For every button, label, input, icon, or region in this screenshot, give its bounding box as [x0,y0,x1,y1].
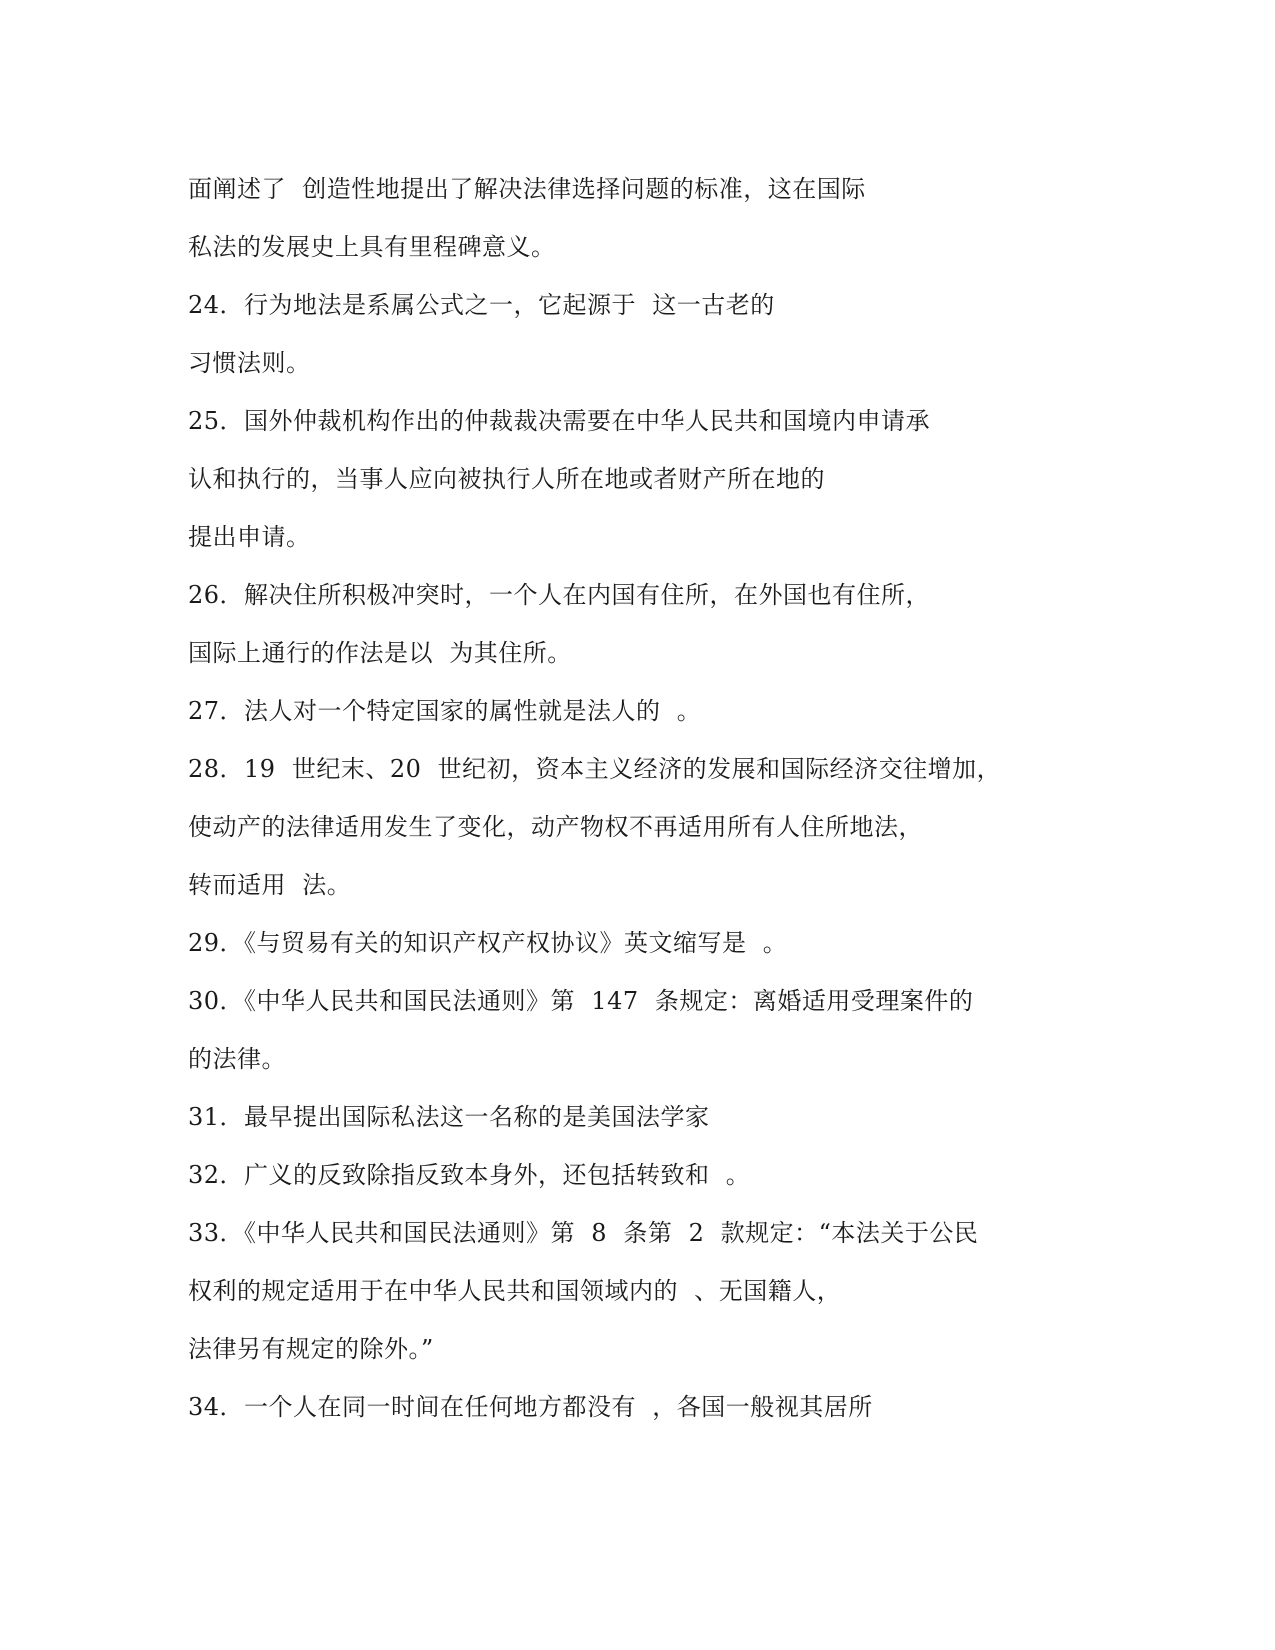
text-line: 转而适用 法。 [188,871,352,899]
text-line: 26．解决住所积极冲突时，一个人在内国有住所，在外国也有住所， [188,581,931,609]
text-line: 33．《中华人民共和国民法通则》第 8 条第 2 款规定：“本法关于公民 [188,1219,979,1247]
text-line: 使动产的法律适用发生了变化，动产物权不再适用所有人住所地法， [188,813,923,841]
text-line: 24．行为地法是系属公式之一，它起源于 这一古老的 [188,291,775,319]
text-line: 34．一个人在同一时间在任何地方都没有 ，各国一般视其居所 [188,1393,873,1421]
text-line: 权利的规定适用于在中华人民共和国领域内的 、无国籍人， [188,1277,842,1305]
text-line: 27．法人对一个特定国家的属性就是法人的 。 [188,697,702,725]
text-line: 29．《与贸易有关的知识产权产权协议》英文缩写是 。 [188,929,788,957]
text-line: 32．广义的反致除指反致本身外，还包括转致和 。 [188,1161,751,1189]
text-line: 31．最早提出国际私法这一名称的是美国法学家 [188,1103,710,1131]
text-line: 提出申请。 [188,523,311,551]
text-line: 28．19 世纪末、20 世纪初，资本主义经济的发展和国际经济交往增加， [188,755,1002,783]
text-line: 面阐述了 创造性地提出了解决法律选择问题的标准，这在国际 [188,175,866,203]
text-line: 习惯法则。 [188,349,311,377]
text-line: 25．国外仲裁机构作出的仲裁裁决需要在中华人民共和国境内申请承 [188,407,931,435]
text-line: 私法的发展史上具有里程碑意义。 [188,233,556,261]
text-line: 法律另有规定的除外。” [188,1335,434,1363]
text-line: 认和执行的，当事人应向被执行人所在地或者财产所在地的 [188,465,825,493]
text-line: 30．《中华人民共和国民法通则》第 147 条规定：离婚适用受理案件的 [188,987,974,1015]
text-line: 国际上通行的作法是以 为其住所。 [188,639,572,667]
text-line: 的法律。 [188,1045,286,1073]
